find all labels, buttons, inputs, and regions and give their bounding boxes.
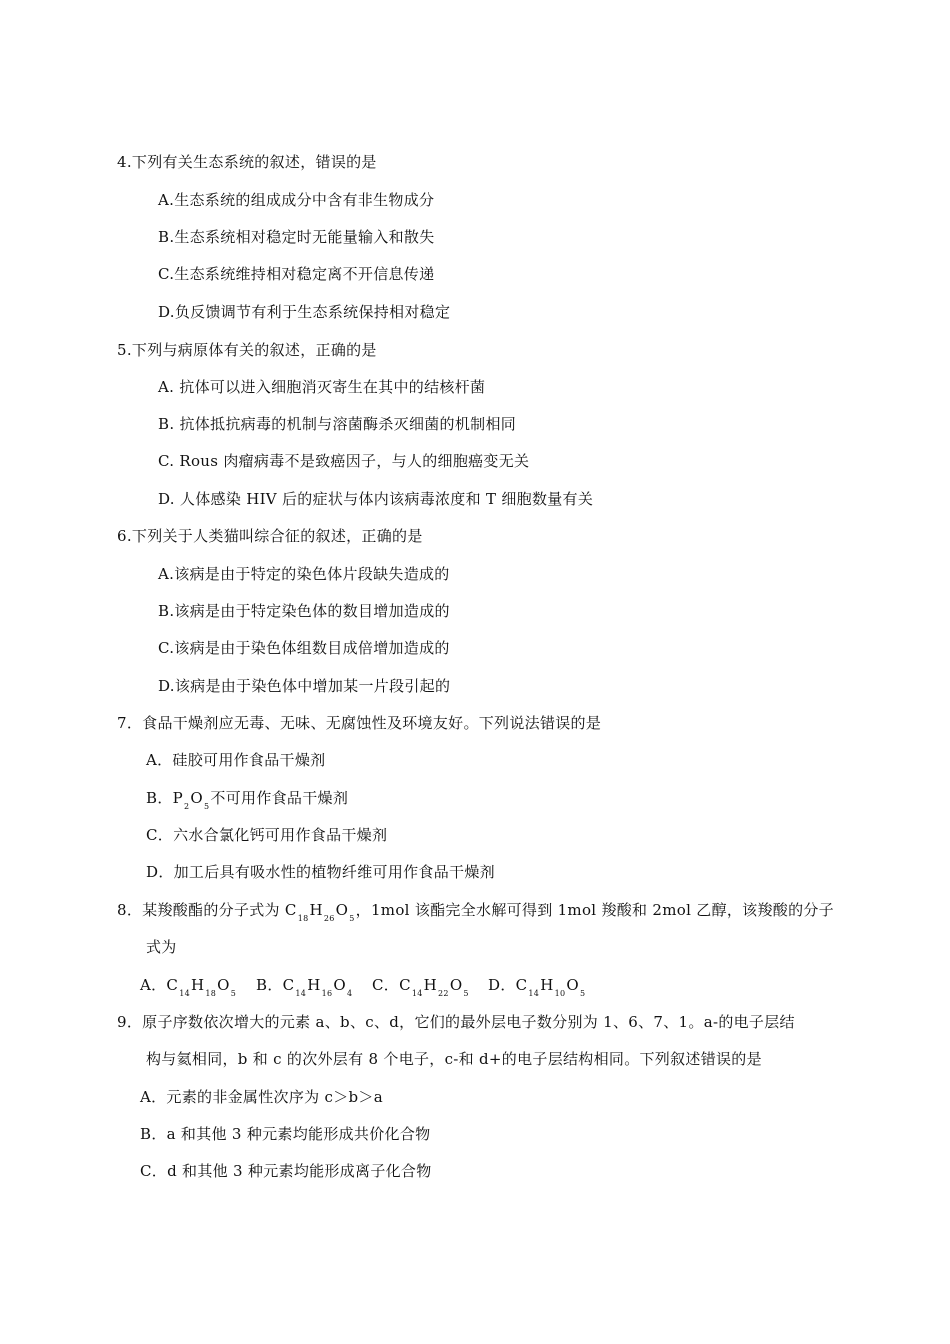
question-7-option-d: D．加工后具有吸水性的植物纤维可用作食品干燥剂: [146, 863, 495, 881]
formula-text: H: [423, 976, 438, 994]
question-7-option-c: C．六水合氯化钙可用作食品干燥剂: [146, 826, 388, 844]
formula-subscript: 14: [528, 989, 540, 998]
formula-text: H: [309, 901, 323, 919]
question-4-option-b: B.生态系统相对稳定时无能量输入和散失: [158, 228, 435, 246]
question-4-option-c: C.生态系统维持相对稳定离不开信息传递: [158, 265, 435, 283]
question-8-stem: [117, 900, 834, 923]
question-9-stem-continued: 构与氦相同，b 和 c 的次外层有 8 个电子，c-和 d+的电子层结构相同。下列叙述错误的是: [146, 1050, 762, 1068]
option-text: 不可用作食品干燥剂: [210, 789, 349, 807]
formula-text: H: [191, 976, 205, 994]
question-8-option-a: [140, 975, 237, 998]
question-9-option-b: B．a 和其他 3 种元素均能形成共价化合物: [140, 1125, 431, 1143]
question-4-option-d: D.负反馈调节有利于生态系统保持相对稳定: [158, 303, 451, 321]
question-5-option-d: D. 人体感染 HIV 后的症状与体内该病毒浓度和 T 细胞数量有关: [158, 490, 594, 508]
question-8-option-b: [256, 975, 353, 998]
formula-subscript: 14: [295, 989, 307, 998]
option-label: D．C: [488, 976, 528, 994]
question-8-stem-continued: 式为: [146, 938, 177, 956]
formula-subscript: 18: [297, 914, 309, 923]
option-label: C．C: [372, 976, 411, 994]
formula-subscript: 22: [438, 989, 449, 998]
formula-subscript: 5: [349, 914, 355, 923]
formula-subscript: 4: [346, 989, 353, 998]
formula-text: O: [566, 976, 579, 994]
question-7-stem: 7．食品干燥剂应无毒、无味、无腐蚀性及环境友好。下列说法错误的是: [117, 714, 602, 732]
question-6-option-b: B.该病是由于特定染色体的数目增加造成的: [158, 602, 450, 620]
option-label: B．C: [256, 976, 295, 994]
formula-text: H: [540, 976, 554, 994]
question-4-stem: 4.下列有关生态系统的叙述，错误的是: [117, 153, 377, 171]
question-5-option-b: B. 抗体抵抗病毒的机制与溶菌酶杀灭细菌的机制相同: [158, 415, 517, 433]
formula-subscript: 5: [230, 989, 237, 998]
formula-text: O: [217, 976, 230, 994]
formula-subscript: 18: [205, 989, 217, 998]
formula-subscript: 14: [411, 989, 423, 998]
formula-subscript: 10: [554, 989, 566, 998]
stem-text: 8．某羧酸酯的分子式为 C: [117, 901, 297, 919]
formula-subscript: 26: [323, 914, 335, 923]
question-6-option-c: C.该病是由于染色体组数目成倍增加造成的: [158, 639, 450, 657]
question-4-option-a: A.生态系统的组成成分中含有非生物成分: [158, 191, 435, 209]
formula-subscript: 5: [204, 802, 210, 811]
formula-subscript: 14: [179, 989, 190, 998]
formula-text: O: [449, 976, 463, 994]
question-6-stem: 6.下列关于人类猫叫综合征的叙述，正确的是: [117, 527, 423, 545]
question-6-option-d: D.该病是由于染色体中增加某一片段引起的: [158, 677, 451, 695]
formula-text: O: [333, 976, 346, 994]
formula-subscript: 16: [321, 989, 333, 998]
formula-subscript: 2: [184, 802, 190, 811]
question-9-option-a: A．元素的非金属性次序为 c＞b＞a: [140, 1088, 383, 1106]
question-5-stem: 5.下列与病原体有关的叙述，正确的是: [117, 341, 377, 359]
question-5-option-a: A. 抗体可以进入细胞消灭寄生在其中的结核杆菌: [158, 378, 486, 396]
formula-text: B．P: [146, 789, 184, 807]
formula-text: H: [307, 976, 321, 994]
question-7-option-a: A．硅胶可用作食品干燥剂: [146, 751, 326, 769]
formula-text: O: [335, 901, 349, 919]
question-8-option-c: [372, 975, 470, 998]
question-9-option-c: C．d 和其他 3 种元素均能形成离子化合物: [140, 1162, 432, 1180]
option-label: A．C: [140, 976, 179, 994]
question-6-option-a: A.该病是由于特定的染色体片段缺失造成的: [158, 565, 450, 583]
formula-subscript: 5: [463, 989, 469, 998]
question-8-option-d: [488, 975, 586, 998]
question-5-option-c: C. Rous 肉瘤病毒不是致癌因子，与人的细胞癌变无关: [158, 452, 530, 470]
formula-subscript: 5: [579, 989, 586, 998]
stem-text: ，1mol 该酯完全水解可得到 1mol 羧酸和 2mol 乙醇，该羧酸的分子: [355, 901, 834, 919]
formula-text: O: [190, 789, 204, 807]
question-7-option-b: [146, 788, 348, 811]
question-9-stem: 9．原子序数依次增大的元素 a、b、c、d，它们的最外层电子数分别为 1、6、7、1。a-的电子层结: [117, 1013, 795, 1031]
